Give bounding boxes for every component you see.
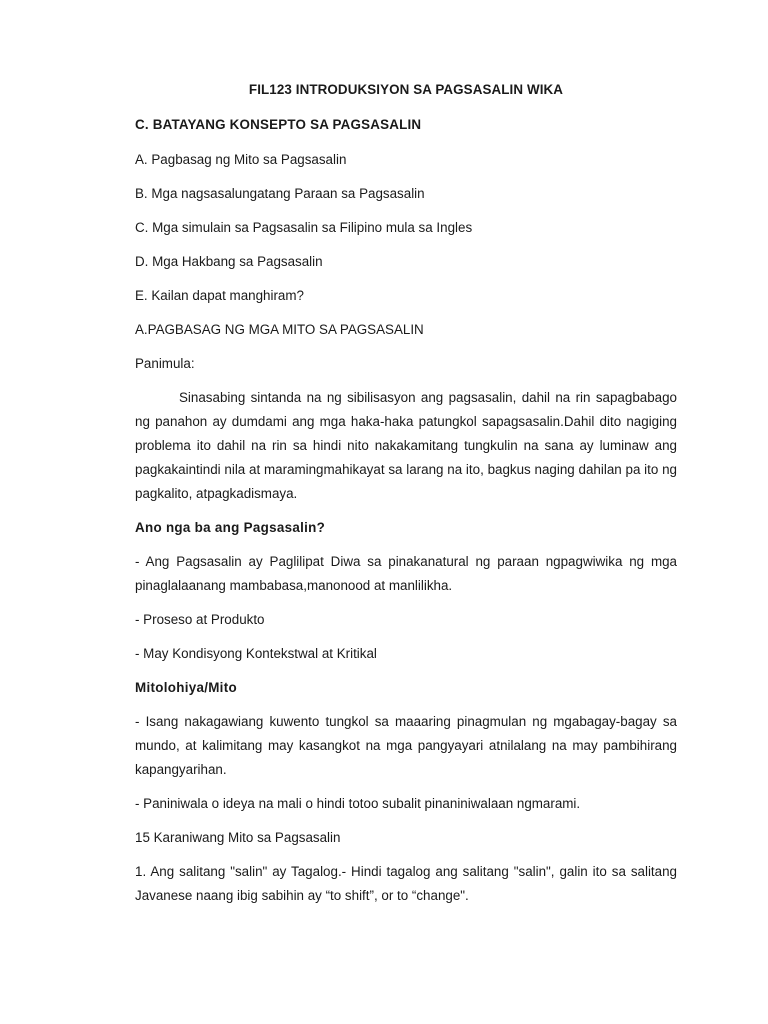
intro-paragraph: Sinasabing sintanda na ng sibilisasyon ang pagsasalin, dahil na rin sapagbabago ng panahon ay dumdami ang mga haka-haka patungkol sapagsasalin.Dahil dito nagiging problema ito dahil na rin sa hindi nito nakakamitang tungkulin na sana ay luminaw ang pagkakaintindi nila at maramingmahikayat sa larang na ito, bagkus naging dahilan pa ito ng pagkalito, atpagkadismaya. — [135, 390, 677, 501]
intro-label: Panimula: — [135, 356, 195, 371]
outline-item-d: D. Mga Hakbang sa Pagsasalin — [135, 254, 323, 269]
myths-list-heading: 15 Karaniwang Mito sa Pagsasalin — [135, 830, 341, 845]
mito-item: - Paniniwala o ideya na mali o hindi totoo subalit pinaniniwalaan ngmarami. — [135, 796, 581, 811]
definition-item: - Ang Pagsasalin ay Paglilipat Diwa sa pinakanatural ng paraan ngpagwiwika ng mga pinaglalaanang mambabasa,manonood at manlilikha. — [135, 554, 677, 593]
definition-item: - May Kondisyong Kontekstwal at Kritikal — [135, 646, 377, 661]
subheading-myths: A.PAGBASAG NG MGA MITO SA PAGSASALIN — [135, 322, 424, 337]
mito-heading: Mitolohiya/Mito — [135, 680, 237, 695]
page-content — [135, 78, 677, 918]
section-heading: C. BATAYANG KONSEPTO SA PAGSASALIN — [135, 117, 422, 132]
myth-item-1: 1. Ang salitang "salin" ay Tagalog.- Hindi tagalog ang salitang "salin", galin ito sa salitang Javanese naang ibig sabihin ay “to shift”, or to “change". — [135, 864, 677, 903]
mito-item: - Isang nakagawiang kuwento tungkol sa maaaring pinagmulan ng mgabagay-bagay sa mundo, at kalimitang may kasangkot na mga pangyayari atnilalang na may pambihirang kapangyarihan. — [135, 714, 677, 777]
outline-item-a: A. Pagbasag ng Mito sa Pagsasalin — [135, 152, 347, 167]
question-heading: Ano nga ba ang Pagsasalin? — [135, 520, 326, 535]
outline-item-c: C. Mga simulain sa Pagsasalin sa Filipino mula sa Ingles — [135, 220, 473, 235]
outline-item-b: B. Mga nagsasalungatang Paraan sa Pagsasalin — [135, 186, 425, 201]
outline-item-e: E. Kailan dapat manghiram? — [135, 288, 304, 303]
document-title: FIL123 INTRODUKSIYON SA PAGSASALIN WIKA — [248, 82, 564, 97]
definition-item: - Proseso at Produkto — [135, 612, 265, 627]
